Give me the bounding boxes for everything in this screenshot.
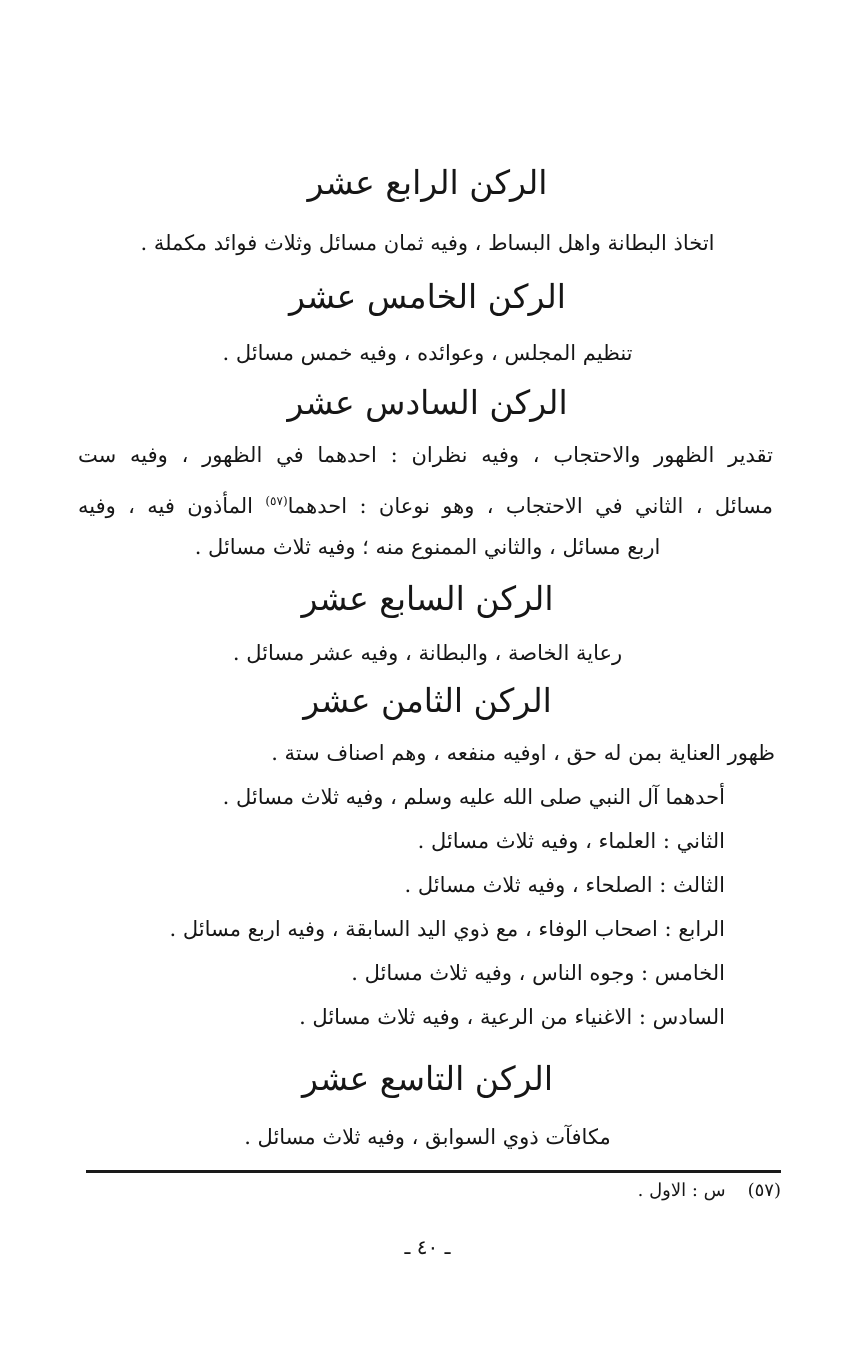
section-heading-19: الركن التاسع عشر — [301, 1059, 554, 1098]
section-text-15: تنظيم المجلس ، وعوائده ، وفيه خمس مسائل . — [222, 341, 633, 365]
section-text-16-line-3: اربع مسائل ، والثاني الممنوع منه ؛ وفيه ثلاث مسائل . — [194, 535, 661, 559]
section-text-18-item-6: السادس : الاغنياء من الرعية ، وفيه ثلاث مسائل . — [299, 1005, 725, 1029]
section-text-18-item-5: الخامس : وجوه الناس ، وفيه ثلاث مسائل . — [351, 961, 725, 985]
section-text-16-line-2-part-b: المأذون فيه ، وفيه — [78, 494, 253, 518]
section-text-18-item-3: الثالث : الصلحاء ، وفيه ثلاث مسائل . — [404, 873, 725, 897]
section-text-14: اتخاذ البطانة واهل البساط ، وفيه ثمان مسائل وثلاث فوائد مكملة . — [140, 231, 715, 255]
section-text-19: مكافآت ذوي السوابق ، وفيه ثلاث مسائل . — [244, 1125, 611, 1149]
section-text-18-intro: ظهور العناية بمن له حق ، اوفيه منفعه ، وهم اصناف ستة . — [271, 741, 775, 765]
footnote-text: س : الاول . — [637, 1180, 726, 1201]
section-heading-17: الركن السابع عشر — [301, 579, 554, 618]
footnote-number: (٥٧) — [747, 1180, 781, 1201]
page-number: ـ ٤٠ ـ — [404, 1235, 451, 1259]
section-text-16-line-2 — [78, 486, 773, 521]
section-text-17: رعاية الخاصة ، والبطانة ، وفيه عشر مسائل . — [232, 641, 623, 665]
section-text-16-line-2-part-a: مسائل ، الثاني في الاحتجاب ، وهو نوعان : احدهما — [287, 494, 773, 518]
section-text-18-item-1: أحدهما آل النبي صلى الله عليه وسلم ، وفيه ثلاث مسائل . — [222, 785, 725, 809]
footnote-reference: (٥٧) — [265, 494, 288, 508]
section-heading-14: الركن الرابع عشر — [307, 163, 548, 202]
section-heading-18: الركن الثامن عشر — [303, 681, 552, 720]
section-text-16-line-1: تقدير الظهور والاحتجاب ، وفيه نظران : احدهما في الظهور ، وفيه ست — [78, 443, 773, 467]
footnote-divider — [86, 1170, 781, 1173]
section-text-18-item-2: الثاني : العلماء ، وفيه ثلاث مسائل . — [417, 829, 725, 853]
footnote — [638, 1178, 781, 1204]
section-text-18-item-4: الرابع : اصحاب الوفاء ، مع ذوي اليد السابقة ، وفيه اربع مسائل . — [169, 917, 725, 941]
section-heading-15: الركن الخامس عشر — [289, 277, 566, 316]
section-heading-16: الركن السادس عشر — [287, 383, 568, 422]
